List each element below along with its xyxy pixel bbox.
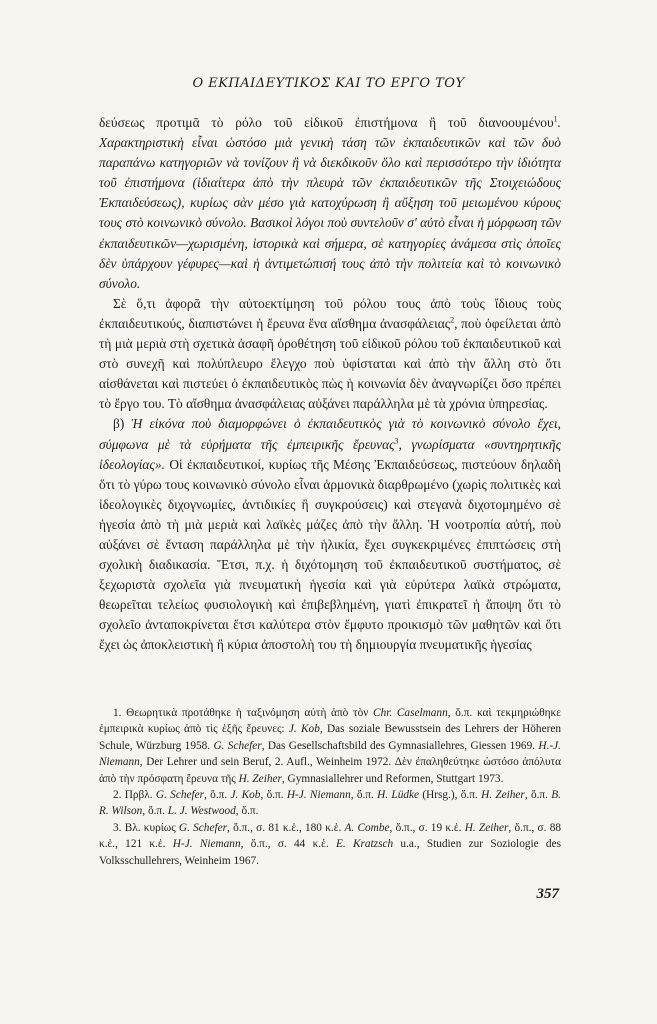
fn-text: , ὅ.π. <box>204 789 231 802</box>
paragraph-3-text: Οἱ ἐκπαιδευτικοί, κυρίως τῆς Μέσης Ἐκπαιδεύσεως, πιστεύουν δηλαδὴ ὅτι τὸ γύρω τους κοινωνικὸ σύνολο εἶναι ἁρμονικὰ διαρθρωμένο (χωρὶς πολιτικὲς καὶ ἰδεολογικὲς διχογνωμίες, ἀντιδικίες ἢ συγκρούσεις) καὶ στεγανὰ διχοτομημένο σὲ ἡγεσία ἀπὸ τὴ μιὰ μεριὰ καὶ λαϊκὲς μάζες ἀπὸ τὴν ἄλλη. Ἡ νοοτροπία αὐτή, ποὺ αὐξάνει σὲ ἔνταση παράλληλα μὲ τὴν ἡλικία, ἔχει συγκεκριμένες ἐπιπτώσεις στὴ σχολικὴ διαδικασία. Ἔτσι, π.χ. ἡ διχότομηση τοῦ ἐκπαιδευτικοῦ συστήματος, σὲ ξεχωριστὰ σχολεῖα γιὰ πνευματικὴ ἡγεσία καὶ γιὰ εὐρύτερα λαϊκὰ στρώματα, θεωρεῖται τελείως φυσιολογικὴ καὶ ἐπιβεβλημένη, γιατὶ ἐπικρατεῖ ἡ ἄποψη ὅτι τὸ σχολεῖο ἀνταποκρίνεται ἔτσι καλύτερα στὸν ἔμφυτο προικισμὸ τῶν μαθητῶν καὶ ὅτι ἔχει ὡς ἀποκλειστικὴ ἢ κύρια ἀποστολὴ του τὴ δημιουργία πνευματικῆς ἡγεσίας <box>99 456 561 653</box>
fn-author: A. Combe <box>344 821 390 834</box>
fn-text: , Das Gesellschaftsbild des Gymnasiallehres, Giessen 1969. <box>261 739 539 752</box>
fn-text: , ὅ.π., σ. 81 κ.ἑ., 180 κ.ἑ. <box>227 821 345 834</box>
fn-text: , ὅ.π., σ. 44 κ.ἑ. <box>240 838 336 851</box>
paragraph-1 <box>99 113 561 294</box>
fn-text: , ὅ.π., σ. 19 κ.ἑ. <box>389 821 465 834</box>
fn-author: J. Kob <box>288 723 320 736</box>
fn-author: H. Zeiher <box>481 789 525 802</box>
fn-text: , ὅ.π. <box>142 805 168 818</box>
fn-author: H-J. Niemann <box>172 838 241 851</box>
fn-text: , Der Lehrer und sein Beruf, 2. Aufl., Weinheim 1972. Δὲν ἐπαληθεύτηκε ὡστόσο ἀπόλυτα ἀπὸ τὴν πρόσφατη ἔρευνα τῆς <box>99 756 561 785</box>
footnote-ref-3: 3 <box>394 436 399 446</box>
footnote-ref-2: 2 <box>450 315 455 325</box>
running-title: Ο ΕΚΠΑΙΔΕΥΤΙΚΟΣ ΚΑΙ ΤΟ ΕΡΓΟ ΤΟΥ <box>192 76 465 91</box>
fn-author: G. Schefer <box>178 821 228 834</box>
fn-author: H.-J. Niemann <box>99 739 561 769</box>
fn-author: G. Schefer <box>155 789 205 802</box>
paragraph-3-italic-cont: , γνωρίσματα «συντηρητικῆς ἰδεολογίας». <box>99 436 562 472</box>
fn-author: H-J. Niemann <box>286 789 351 802</box>
fn-text: , ὅ.π. <box>350 789 378 802</box>
fn-author: H. Zeiher <box>238 772 282 785</box>
main-text <box>99 113 561 656</box>
fn-text: , ὅ.π. καὶ τεκμηριώθηκε ἐμπειρικὰ κυρίως ἀπὸ τὶς ἑξῆς ἔρευνες: <box>99 707 561 736</box>
paragraph-3-label: β) <box>113 416 132 432</box>
footnote-3 <box>99 820 561 869</box>
fn-text: , ὅ.π. <box>524 789 552 802</box>
paragraph-1-text: δεύσεως προτιμᾶ τὸ ρόλο τοῦ εἰδικοῦ ἐπιστήμονα ἢ τοῦ διανοουμένου <box>99 115 554 130</box>
page-number: 357 <box>536 886 559 902</box>
fn-text: 2. Πρβλ. <box>113 789 156 802</box>
fn-author: E. Kratzsch <box>335 838 394 851</box>
fn-text: u.a., Studien zur Soziologie des Volksschullehrers, Weinheim 1967. <box>99 838 561 867</box>
fn-text: , ὅ.π. <box>260 789 287 802</box>
paragraph-2 <box>99 294 561 415</box>
fn-author: H. Zeiher <box>464 821 509 834</box>
fn-text: 1. Θεωρητικὰ προτάθηκε ἡ ταξινόμηση αὐτὴ ἀπὸ τὸν <box>113 707 374 719</box>
fn-author: L. J. Westwood <box>167 805 236 818</box>
fn-text: (Hrsg.), ὅ.π. <box>419 789 482 802</box>
footnote-1 <box>99 705 561 787</box>
footnotes <box>99 705 561 869</box>
fn-text: , ὅ.π., σ. 88 κ.ἑ., 121 κ.ἑ. <box>99 821 562 851</box>
fn-author: G. Schefer <box>213 739 262 752</box>
fn-text: , Gymnasiallehrer und Reformen, Stuttgart 1973. <box>281 772 504 785</box>
fn-author: H. Lüdke <box>377 789 420 802</box>
fn-text: 3. Βλ. κυρίως <box>113 821 179 834</box>
fn-author: J. Kob <box>230 789 261 802</box>
paragraph-2-text-cont: , ποὺ ὀφείλεται ἀπὸ τὴ μιὰ μεριὰ στὴ σχετικὰ ἀσαφῆ ὀροθέτηση τοῦ εἰδικοῦ ρόλου τοῦ ἐκπαιδευτικοῦ καὶ στὸ συνεχῆ καὶ πολύπλευρο ἔλεγχο ποὺ ὑφίσταται καὶ ἀπὸ τὴν ἄλλη στὸ ὅτι αἰσθάνεται καὶ πιστεύει ὁ ἐκπαιδευτικὸς πὼς ἡ κοινωνία δὲν ἀναγνωρίζει ὅσο πρέπει τὸ ἔργο του. Τὸ αἴσθημα ἀνασφάλειας αὐξάνει παράλληλα μὲ τὰ χρόνια ὑπηρεσίας. <box>99 315 561 412</box>
paragraph-1-italic: . Χαρακτηριστικὴ εἶναι ὡστόσο μιὰ γενικὴ τάση τῶν ἐκπαιδευτικῶν καὶ τῶν δυὸ παραπάνω κατηγοριῶν νὰ τονίζουν ἢ νὰ διεκδικοῦν ὅλο καὶ περισσότερο τὴν ἰδιότητα τοῦ ἐπιστήμονα (ἰδιαίτερα ἀπὸ τὴν πλευρὰ τῶν ἐκπαιδευτικῶν τῆς Στοιχειώδους Ἐκπαιδεύσεως), κυρίως σὰν μέσο γιὰ κατοχύρωση ἢ αὔξηση τοῦ μειωμένου κύρους τους στὸ κοινωνικὸ σύνολο. Βασικοὶ λόγοι ποὺ συντελοῦν σ' αὐτὸ εἶναι ἡ μόρφωση τῶν ἐκπαιδευτικῶν—χωρισμένη, ἱστορικὰ καὶ σήμερα, σὲ κατηγορίες ἀνάμεσα στὶς ὁποῖες δὲν ὑπάρχουν γέφυρες—καὶ ἡ ἀντιμετώπισή τους ἀπὸ τὴν πολιτεία καὶ τὸ κοινωνικὸ σύνολο. <box>99 115 561 291</box>
fn-text: , Das soziale Bewusstsein des Lehrers der Höheren Schule, Würzburg 1958. <box>99 723 562 752</box>
fn-author: B. R. Wilson <box>99 789 561 818</box>
footnote-2 <box>99 787 561 820</box>
paragraph-3 <box>99 414 561 655</box>
paragraph-2-text: Σὲ ὅ,τι ἀφορᾶ τὴν αὐτοεκτίμηση τοῦ ρόλου τους ἀπὸ τοὺς ἴδιους τοὺς ἐκπαιδευτικούς, διαπιστώνει ἡ ἔρευνα ἕνα αἴσθημα ἀνασφάλειας <box>99 295 561 331</box>
paragraph-3-italic: Ἡ εἰκόνα ποὺ διαμορφώνει ὁ ἐκπαιδευτικὸς γιὰ τὸ κοινωνικὸ σύνολο ἔχει, σύμφωνα μὲ τὰ εὑρήματα τῆς ἐμπειρικῆς ἔρευνας <box>99 416 561 452</box>
footnote-ref-1: 1 <box>553 114 558 124</box>
fn-author: Chr. Caselmann <box>373 707 448 719</box>
fn-text: , ὅ.π. <box>235 805 259 818</box>
